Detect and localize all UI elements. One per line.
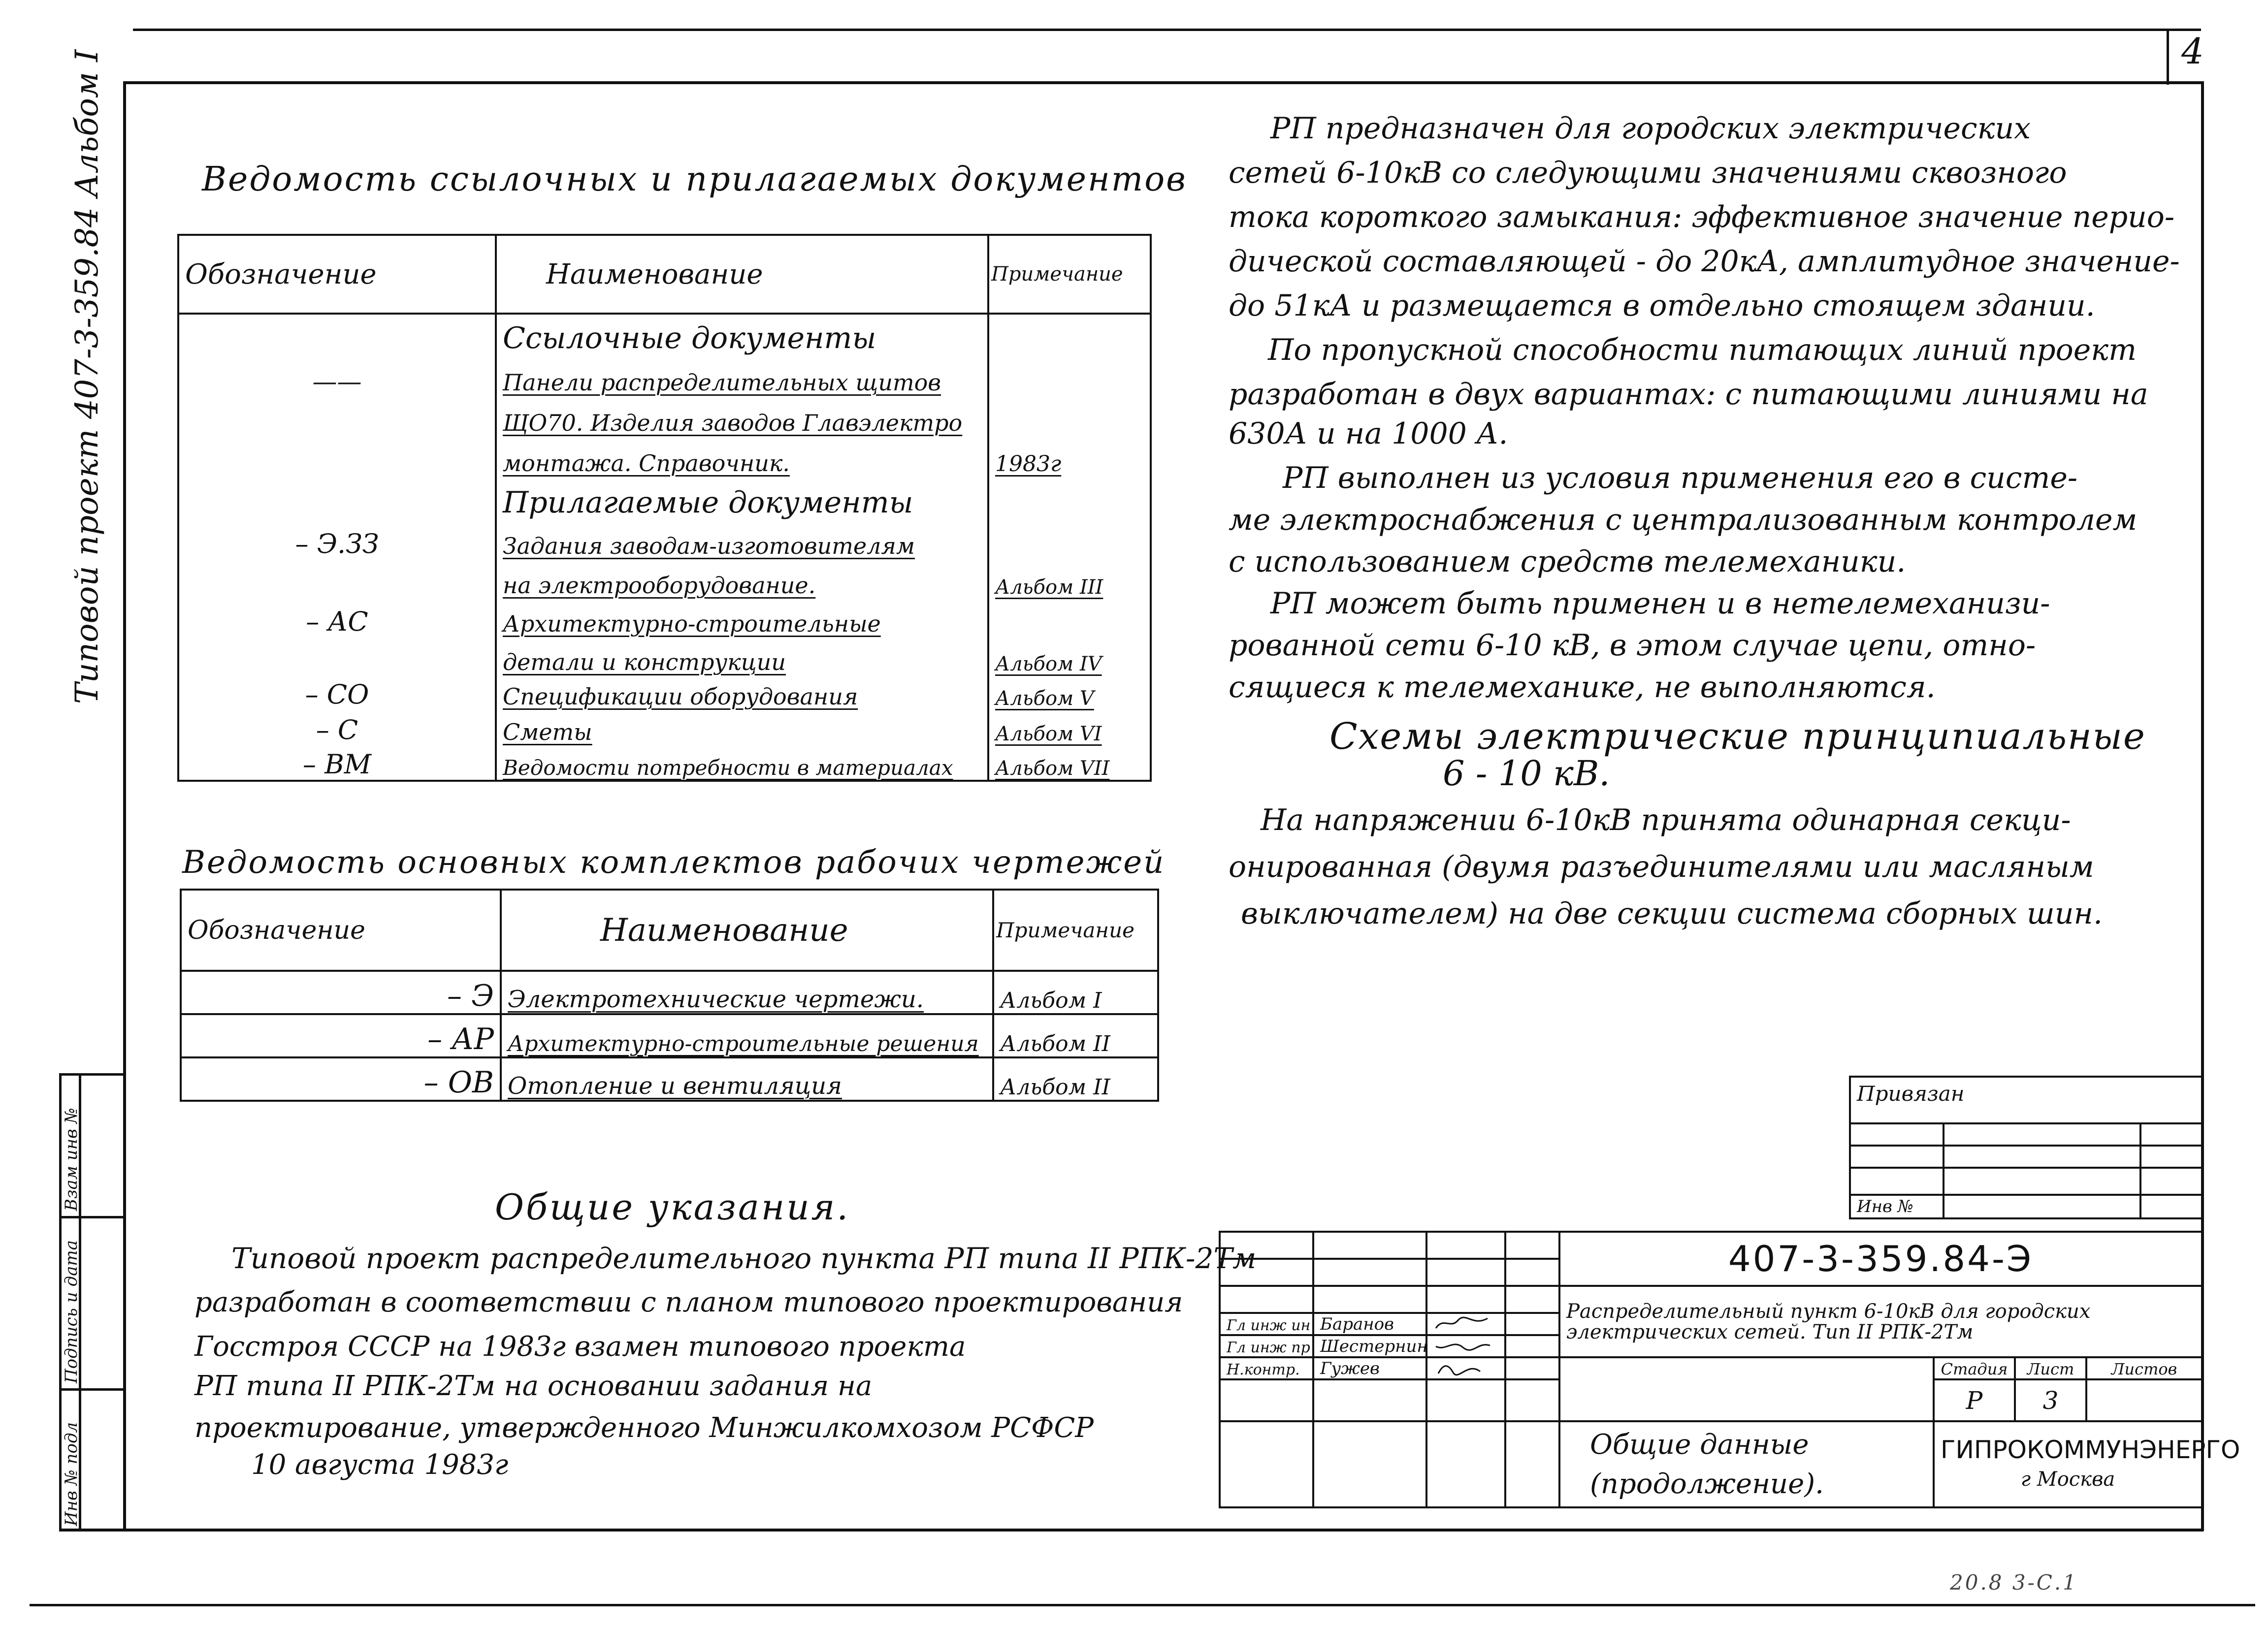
sheet-name-line-1: Общие данные <box>1590 1428 1809 1461</box>
main-sets-header-code: Обозначение <box>181 890 501 971</box>
schema-line-1: На напряжении 6-10кВ принята одинарная секци- <box>1261 803 2071 837</box>
right-line-14: сящиеся к телемеханике, не выполняются. <box>1229 670 1936 704</box>
right-line-5: до 51кА и размещается в отдельно стоящем здании. <box>1229 288 2095 323</box>
signature-icon <box>1433 1337 1492 1354</box>
right-line-9: РП выполнен из условия применения его в систе- <box>1283 461 2078 495</box>
sheets-value <box>2086 1379 2202 1421</box>
general-line-3: Госстроя СССР на 1983г взамен типового проекта <box>194 1331 966 1363</box>
side-stamp-2: Подпись и дата <box>62 1240 81 1383</box>
right-line-10: ме электроснабжения с централизованным контролем <box>1229 503 2138 537</box>
frame-bottom <box>59 1529 2203 1532</box>
right-line-7: разработан в двух вариантах: с питающими линиями на <box>1229 377 2148 412</box>
schema-line-3: выключателем) на две секции система сборных шин. <box>1241 896 2103 931</box>
ref-docs-title: Ведомость ссылочных и прилагаемых документов <box>202 160 1187 199</box>
table-row: – Э Электротехнические чертежи. Альбом I <box>181 971 1158 1014</box>
description-line-1: Распределительный пункт 6-10кВ для городских <box>1566 1300 2091 1323</box>
main-sets-header-name: Наименование <box>501 890 993 971</box>
side-stamp-3: Инв № подл <box>62 1422 81 1526</box>
sheet-name-line-2: (продолжение). <box>1590 1468 1824 1500</box>
stamp-div-1 <box>59 1216 123 1218</box>
table-row: – Э.ЗЗ Задания заводам-изготовителям <box>178 520 1151 559</box>
ref-docs-header-code: Обозначение <box>178 235 496 314</box>
sheet-value: 3 <box>2015 1379 2086 1421</box>
top-edge-line <box>133 29 2201 31</box>
schema-line-2: онированная (двумя разъединителями или масляным <box>1229 850 2094 884</box>
table-row: ЩО70. Изделия заводов Главэлектро <box>178 396 1151 436</box>
main-sets-header-note: Примечание <box>993 890 1158 971</box>
schema-heading-2: 6 - 10 кВ. <box>1443 753 1610 794</box>
sheet-label: Лист <box>2015 1357 2086 1379</box>
org-name: ГИПРОКОММУНЭНЕРГО <box>1941 1435 2240 1464</box>
side-label: Типовой проект 407-3-359.84 Альбом I <box>69 49 105 704</box>
signature-1 <box>1426 1313 1505 1335</box>
binding-label: Привязан <box>1850 1077 2202 1123</box>
right-line-6: По пропускной способности питающих линий проект <box>1268 333 2137 367</box>
table-row: монтажа. Справочник. 1983г <box>178 436 1151 477</box>
org-city: г Москва <box>2020 1468 2115 1491</box>
stage-label: Стадия <box>1934 1357 2015 1379</box>
table-row: – АР Архитектурно-строительные решения Альбом II <box>181 1014 1158 1057</box>
right-line-13: рованной сети 6-10 кВ, в этом случае цепи, отно- <box>1229 628 2036 663</box>
table-row: – АС Архитектурно-строительные <box>178 599 1151 637</box>
signature-icon <box>1433 1359 1492 1376</box>
side-stamp-1: Взам инв № <box>62 1108 81 1211</box>
table-row: – С Сметы Альбом VI <box>178 710 1151 745</box>
frame-right-outer <box>2167 31 2169 85</box>
table-row: – СО Спецификации оборудования Альбом V <box>178 675 1151 710</box>
binding-block <box>1849 1076 2203 1219</box>
table-row: – ОВ Отопление и вентиляция Альбом II <box>181 1057 1158 1101</box>
signature-2 <box>1426 1335 1505 1357</box>
signature-3 <box>1426 1357 1505 1379</box>
ref-docs-header-note: Примечание <box>988 235 1151 314</box>
right-line-12: РП может быть применен и в нетелемеханизи- <box>1270 586 2050 621</box>
right-line-8: 630А и на 1000 А. <box>1229 416 1508 451</box>
table-row: на электрооборудование. Альбом III <box>178 559 1151 599</box>
stamp-strip-top <box>59 1073 123 1076</box>
frame-left <box>123 81 126 1531</box>
staff-row: Гл инж пр Шестернин <box>1220 1335 2202 1357</box>
ref-docs-table <box>177 234 1152 782</box>
general-line-1: Типовой проект распределительного пункта РП типа II РПК-2Тм <box>231 1242 1257 1275</box>
staff-row: Гл инж ин Баранов <box>1220 1313 2202 1335</box>
title-block <box>1219 1231 2240 1508</box>
general-title: Общие указания. <box>495 1186 850 1228</box>
general-line-4: РП типа II РПК-2Тм на основании задания на <box>194 1370 873 1402</box>
stage-value: Р <box>1934 1379 2015 1421</box>
designation: 407-3-359.84-Э <box>1559 1232 2202 1286</box>
sheet-corner-number: 4 <box>2181 31 2204 72</box>
staff-row: Н.контр. Гужев Стадия Лист Листов <box>1220 1357 2202 1379</box>
stamp-div-2 <box>59 1388 123 1391</box>
table-row: Ссылочные документы <box>178 314 1151 355</box>
table-row: Прилагаемые документы <box>178 477 1151 520</box>
bottom-edge-line <box>30 1604 2255 1606</box>
right-line-3: тока короткого замыкания: эффективное значение перио- <box>1229 200 2175 234</box>
general-line-5: проектирование, утвержденного Минжилкомхозом РСФСР <box>194 1412 1094 1444</box>
table-row: детали и конструкции Альбом IV <box>178 637 1151 675</box>
right-line-2: сетей 6-10кВ со следующими значениями сквозного <box>1229 156 2067 190</box>
sheets-label: Листов <box>2086 1357 2202 1379</box>
frame-top <box>123 81 2203 84</box>
ref-docs-header-name: Наименование <box>496 235 988 314</box>
schema-heading-1: Схемы электрические принципиальные <box>1329 715 2146 758</box>
main-sets-title: Ведомость основных комплектов рабочих чертежей <box>182 844 1166 881</box>
right-line-1: РП предназначен для городских электрических <box>1270 111 2031 146</box>
general-line-6: 10 августа 1983г <box>251 1449 509 1481</box>
table-row: – ВМ Ведомости потребности в материалах Альбом VII <box>178 745 1151 781</box>
right-line-11: с использованием средств телемеханики. <box>1229 544 1906 579</box>
bottom-code: 20.8 3-С.1 <box>1950 1570 2078 1595</box>
inv-label: Инв № <box>1850 1195 1944 1218</box>
table-row: —— Панели распределительных щитов <box>178 355 1151 396</box>
description-line-2: электрических сетей. Тип II РПК-2Тм <box>1566 1320 1974 1343</box>
right-line-4: дической составляющей - до 20кА, амплитудное значение- <box>1229 244 2180 279</box>
general-line-2: разработан в соответствии с планом типового проектирования <box>194 1286 1183 1318</box>
signature-icon <box>1433 1314 1492 1332</box>
main-sets-table <box>180 889 1159 1102</box>
